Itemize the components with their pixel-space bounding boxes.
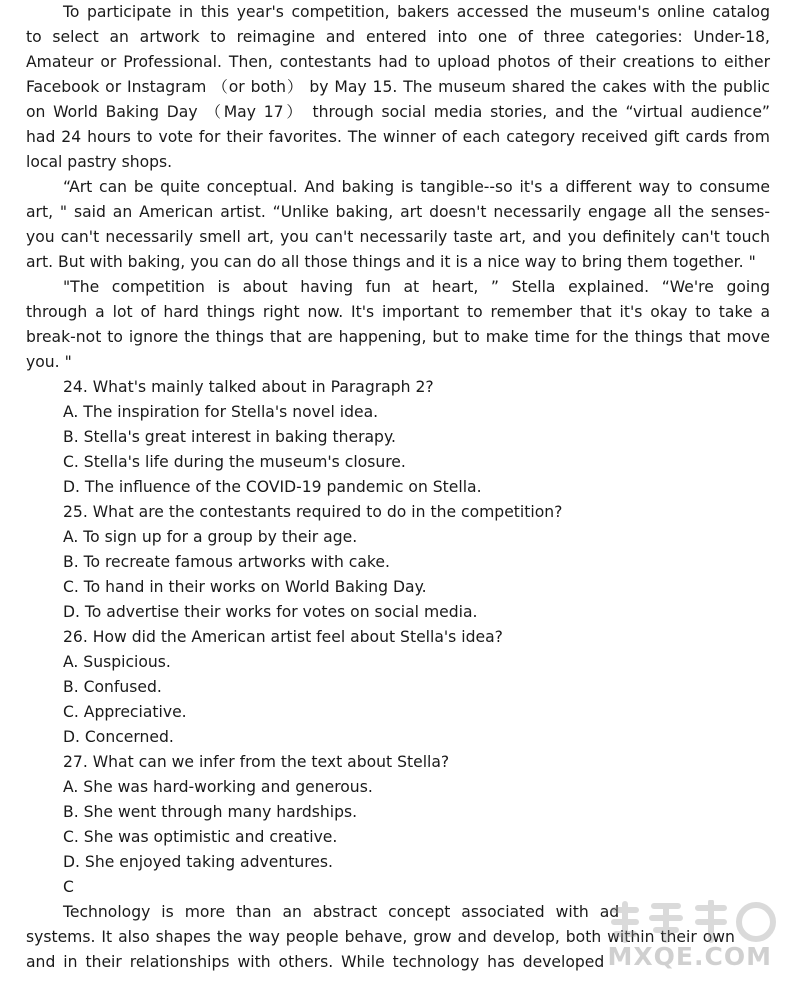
option-26b: B. Confused. bbox=[63, 678, 162, 696]
question-26: 26. How did the American artist feel about Stella's idea? bbox=[63, 628, 503, 646]
text-line: Amateur or Professional. Then, contestants had to upload photos of their creations to either bbox=[26, 53, 770, 71]
option-26d: D. Concerned. bbox=[63, 728, 174, 746]
question-27: 27. What can we infer from the text about Stella? bbox=[63, 753, 450, 771]
option-24a: A. The inspiration for Stella's novel idea. bbox=[63, 403, 379, 421]
text-line: “Art can be quite conceptual. And baking is tangible--so it's a different way to consume bbox=[63, 178, 770, 196]
text-line: on World Baking Day （May 17） through social media stories, and the “virtual audience” bbox=[26, 103, 770, 121]
text-line: Technology is more than an abstract concept associated with ad bbox=[63, 903, 620, 921]
text-line: systems. It also shapes the way people behave, grow and develop, both within their own bbox=[26, 928, 735, 946]
text-line: "The competition is about having fun at heart, ” Stella explained. “We're going bbox=[63, 278, 770, 296]
option-26a: A. Suspicious. bbox=[63, 653, 171, 671]
text-line: to select an artwork to reimagine and entered into one of three categories: Under-18, bbox=[26, 28, 770, 46]
option-25d: D. To advertise their works for votes on social media. bbox=[63, 603, 478, 621]
text-line: art. But with baking, you can do all those things and it is a nice way to bring them together. " bbox=[26, 253, 756, 271]
option-26c: C. Appreciative. bbox=[63, 703, 187, 721]
option-27d: D. She enjoyed taking adventures. bbox=[63, 853, 333, 871]
paragraph-2 bbox=[26, 175, 770, 275]
text-line: you can't necessarily smell art, you can't necessarily taste art, and you definitely can't touch bbox=[26, 228, 770, 246]
section-heading-c: C bbox=[63, 878, 74, 896]
option-27c: C. She was optimistic and creative. bbox=[63, 828, 338, 846]
option-25b: B. To recreate famous artworks with cake. bbox=[63, 553, 390, 571]
document-page bbox=[26, 0, 770, 975]
option-25c: C. To hand in their works on World Baking Day. bbox=[63, 578, 427, 596]
text-line: through a lot of hard things right now. It's important to remember that it's okay to take a bbox=[26, 303, 770, 321]
watermark-text: MXQE.COM bbox=[607, 942, 772, 971]
text-line: you. " bbox=[26, 353, 72, 371]
option-27b: B. She went through many hardships. bbox=[63, 803, 358, 821]
option-24d: D. The influence of the COVID-19 pandemic on Stella. bbox=[63, 478, 482, 496]
option-24c: C. Stella's life during the museum's closure. bbox=[63, 453, 406, 471]
paragraph-1 bbox=[26, 0, 770, 175]
question-25: 25. What are the contestants required to do in the competition? bbox=[63, 503, 563, 521]
text-line: To participate in this year's competition, bakers accessed the museum's online catalog bbox=[63, 3, 770, 21]
text-line: break-not to ignore the things that are happening, but to make time for the things that move bbox=[26, 328, 770, 346]
text-line: and in their relationships with others. While technology has developed bbox=[26, 953, 605, 971]
text-line: Facebook or Instagram （or both） by May 15. The museum shared the cakes with the public bbox=[26, 78, 770, 96]
paragraph-3 bbox=[26, 275, 770, 375]
option-27a: A. She was hard-working and generous. bbox=[63, 778, 373, 796]
question-list bbox=[26, 375, 770, 900]
text-line: had 24 hours to vote for their favorites. The winner of each category received gift cards from bbox=[26, 128, 770, 146]
question-24: 24. What's mainly talked about in Paragraph 2? bbox=[63, 378, 434, 396]
option-25a: A. To sign up for a group by their age. bbox=[63, 528, 358, 546]
text-line: art, " said an American artist. “Unlike baking, art doesn't necessarily engage all the senses- bbox=[26, 203, 770, 221]
option-24b: B. Stella's great interest in baking therapy. bbox=[63, 428, 396, 446]
text-line: local pastry shops. bbox=[26, 153, 173, 171]
